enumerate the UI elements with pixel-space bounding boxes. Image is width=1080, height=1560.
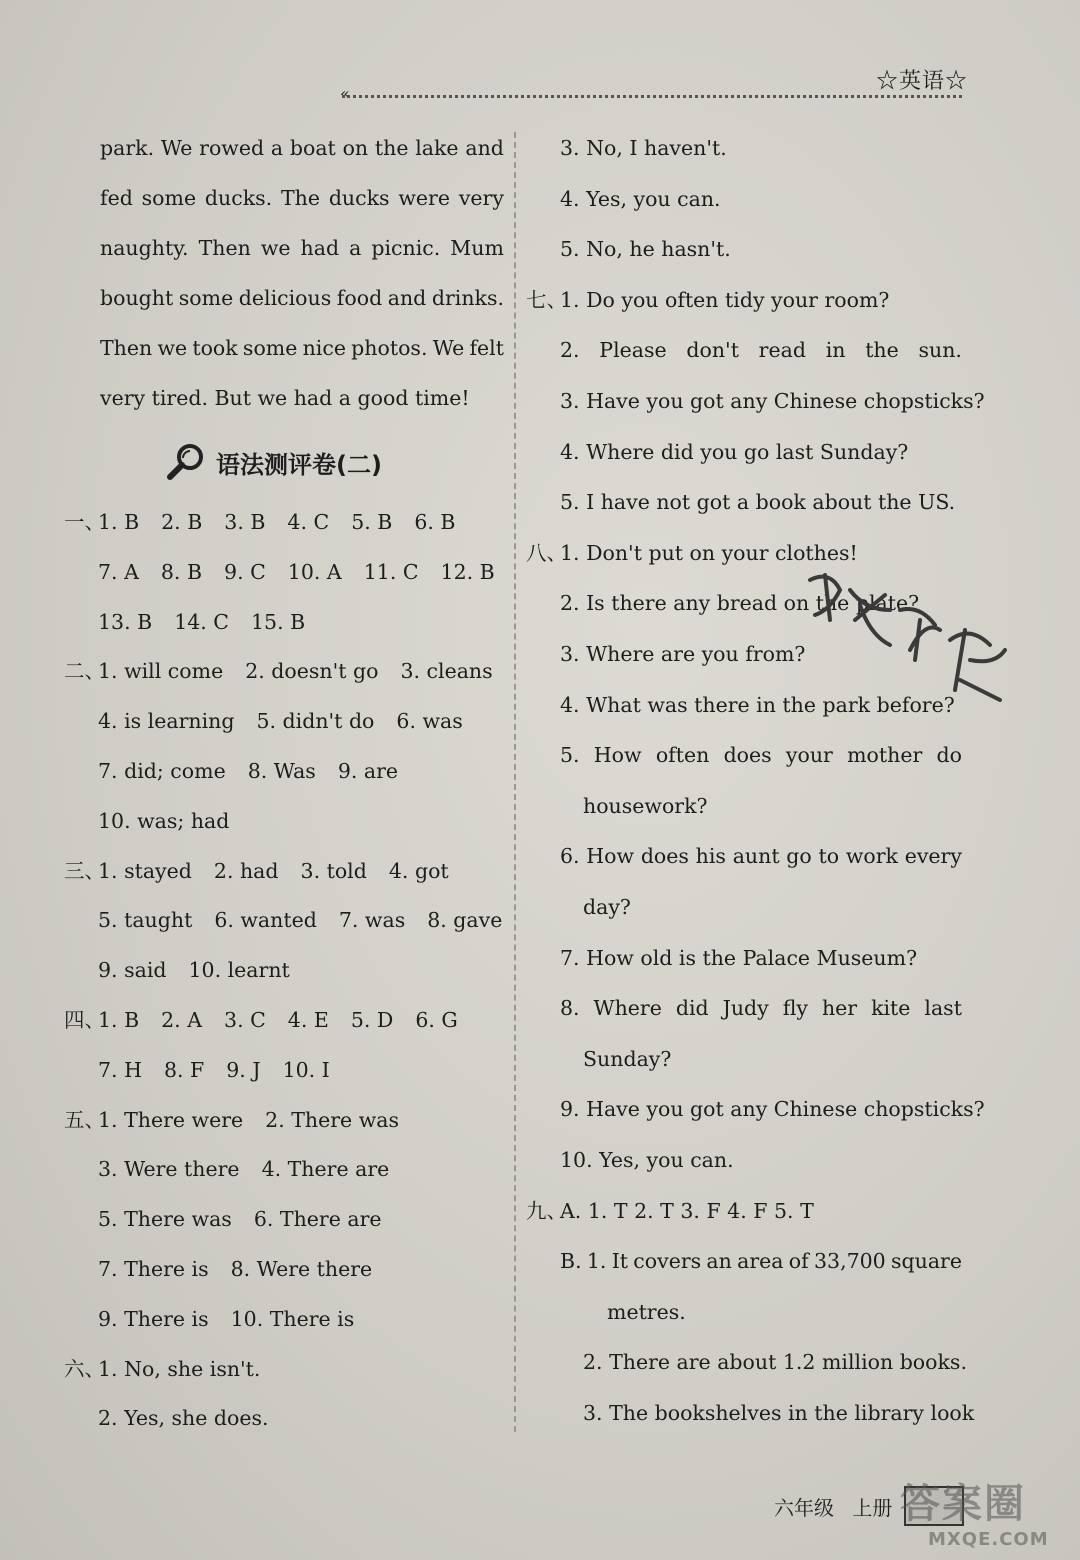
answer-line: 7. How old is the Palace Museum?: [560, 945, 918, 970]
answer-line: 5. How often does your mother do: [560, 743, 962, 768]
answer-item: 3. cleans: [400, 659, 493, 684]
answer-item: 7. was: [338, 908, 406, 933]
answer-item: 1. B: [98, 1008, 140, 1032]
answer-item: 10. There is: [230, 1306, 355, 1331]
answer-item: 11. C: [363, 559, 419, 584]
column-divider: [514, 132, 516, 1432]
answer-item: 5. D: [350, 1008, 394, 1032]
answer-item: 5. There was: [98, 1207, 232, 1232]
footer: [774, 1492, 892, 1521]
answer-line: A. 1. T 2. T 3. F 4. F 5. T: [560, 1198, 814, 1223]
handwritten-stamp: [800, 560, 1020, 720]
answer-item: 9. There is: [98, 1306, 209, 1331]
answer-line: [98, 1306, 376, 1331]
watermark-logo: [900, 1472, 1049, 1550]
answer-item: 2. A: [161, 1008, 203, 1032]
answer-item: 5. didn't do: [256, 709, 375, 734]
answer-line: B. 1. It covers an area of 33,700 square: [560, 1249, 962, 1274]
answer-item: 10. A: [287, 559, 342, 584]
answer-line: 4. Yes, you can.: [560, 186, 721, 211]
section-marker: 八、: [526, 540, 567, 565]
answer-line: [98, 1057, 352, 1082]
header-dotted-rule: [342, 95, 962, 98]
magnifier-icon: [166, 442, 206, 482]
answer-line: Sunday?: [583, 1046, 672, 1071]
answer-item: 12. B: [440, 559, 495, 584]
answer-item: 4. got: [388, 858, 449, 883]
answer-line: 6. How does his aunt go to work every: [560, 844, 962, 869]
answer-item: 9. are: [337, 759, 399, 783]
answer-line: 3. No, I haven't.: [560, 136, 727, 160]
answer-item: 9. said: [98, 958, 167, 983]
answer-item: 10. learnt: [188, 958, 290, 983]
answer-item: 6. was: [396, 709, 463, 734]
watermark-top: 答案圈: [900, 1481, 1026, 1527]
section-marker: 六、: [64, 1356, 105, 1381]
answer-item: 1. B: [98, 510, 140, 534]
answer-line: [98, 661, 515, 682]
passage-line: park. We rowed a boat on the lake and: [100, 136, 504, 160]
answer-line: 3. Have you got any Chinese chopsticks?: [560, 389, 985, 413]
answer-line: [98, 1209, 404, 1230]
footer-term: 上册: [852, 1496, 893, 1520]
answer-item: 2. had: [213, 858, 279, 883]
section-title: [166, 442, 382, 482]
section-marker: 三、: [64, 858, 105, 883]
answer-item: 4. is learning: [98, 709, 235, 734]
answer-item: 8. F: [163, 1057, 205, 1082]
answer-item: 3. Were there: [98, 1157, 240, 1182]
section-marker: 一、: [64, 510, 105, 534]
answer-item: 9. J: [226, 1057, 261, 1082]
answer-item: 4. There are: [261, 1157, 390, 1182]
watermark-bottom: MXQE.COM: [928, 1529, 1049, 1550]
answer-item: 1. will come: [98, 659, 224, 684]
answer-line: 10. Yes, you can.: [560, 1148, 734, 1172]
answer-item: 2. B: [161, 510, 203, 534]
answer-item: 8. Was: [247, 759, 316, 783]
answer-item: 2. Yes, she does.: [98, 1406, 269, 1431]
answer-item: 10. was; had: [98, 808, 230, 833]
answer-line: 5. I have not got a book about the US.: [560, 490, 956, 515]
answer-line: 9. Have you got any Chinese chopsticks?: [560, 1097, 985, 1122]
answer-line: 2. Please don't read in the sun.: [560, 338, 962, 363]
answer-line: 2. Is there any bread on the plate?: [560, 591, 920, 616]
answer-item: 8. Were there: [230, 1257, 373, 1281]
answer-item: 4. E: [287, 1008, 329, 1032]
answer-line: [98, 1356, 282, 1381]
answer-line: [98, 1010, 480, 1031]
answer-item: 7. There is: [98, 1257, 209, 1281]
answer-line: 4. What was there in the park before?: [560, 692, 955, 717]
answer-line: [98, 512, 477, 533]
section-marker: 二、: [64, 659, 105, 684]
answer-item: 1. There were: [98, 1107, 244, 1132]
answer-item: 7. H: [98, 1057, 142, 1082]
answer-item: 1. No, she isn't.: [98, 1356, 261, 1381]
answer-line: 1. Don't put on your clothes!: [560, 540, 858, 565]
footer-grade: 六年级: [774, 1496, 834, 1520]
answer-item: 3. told: [300, 858, 367, 883]
answer-item: 6. B: [414, 510, 456, 534]
answer-line: [98, 1259, 394, 1280]
answer-item: 4. C: [287, 510, 330, 534]
section-title-text: 语法测评卷(二): [216, 450, 382, 479]
answer-line: 3. The bookshelves in the library look: [583, 1401, 975, 1425]
answer-line: 1. Do you often tidy your room?: [560, 287, 890, 312]
answer-item: 7. A: [98, 559, 139, 584]
answer-item: 15. B: [251, 609, 306, 634]
answer-item: 6. There are: [253, 1207, 382, 1232]
answer-line: 2. There are about 1.2 million books.: [583, 1350, 967, 1375]
answer-line: [98, 858, 471, 883]
answer-line: day?: [583, 895, 631, 919]
answer-item: 3. C: [224, 1008, 266, 1032]
answer-item: 5. taught: [98, 908, 193, 933]
passage-line: Then we took some nice photos. We felt: [100, 336, 504, 360]
answer-item: 8. B: [160, 559, 203, 584]
answer-line: [98, 711, 485, 732]
answer-line: [98, 761, 420, 782]
answer-item: 10. I: [282, 1057, 330, 1082]
answer-line: 8. Where did Judy fly her kite last: [560, 996, 962, 1021]
answer-line: [98, 1159, 411, 1180]
answer-line: [98, 910, 524, 931]
answer-item: 1. stayed: [98, 858, 192, 883]
answer-line: [98, 1408, 291, 1429]
section-marker: 五、: [64, 1107, 105, 1132]
subject-label: ☆英语☆: [875, 69, 968, 94]
section-marker: 九、: [526, 1198, 567, 1223]
answer-line: housework?: [583, 793, 708, 818]
answer-item: 6. wanted: [214, 908, 317, 933]
answer-item: 14. C: [174, 609, 229, 634]
passage-line: fed some ducks. The ducks were very: [100, 186, 504, 210]
answer-item: 8. gave: [427, 908, 503, 933]
section-marker: 七、: [526, 287, 567, 312]
answer-line: [98, 960, 312, 981]
answer-line: 3. Where are you from?: [560, 642, 806, 666]
answer-item: 6. G: [415, 1008, 458, 1032]
section-marker: 四、: [64, 1008, 105, 1032]
answer-line: metres.: [607, 1299, 686, 1324]
answer-item: 7. did; come: [98, 759, 226, 783]
answer-item: 13. B: [98, 609, 153, 634]
answer-item: 2. There was: [265, 1107, 399, 1132]
answer-item: 5. B: [351, 510, 393, 534]
answer-line: 5. No, he hasn't.: [560, 237, 731, 262]
answer-line: [98, 559, 517, 584]
passage-line: bought some delicious food and drinks.: [100, 286, 504, 310]
answer-line: [98, 1107, 421, 1132]
answer-line: [98, 609, 327, 634]
answer-line: [98, 808, 251, 833]
answer-item: 9. C: [224, 559, 266, 584]
header-arrows: «: [340, 84, 350, 103]
answer-line: 4. Where did you go last Sunday?: [560, 439, 909, 464]
answer-item: 3. B: [224, 510, 266, 534]
passage-line: naughty. Then we had a picnic. Mum: [100, 236, 504, 260]
passage-line: very tired. But we had a good time!: [100, 386, 470, 410]
answer-item: 2. doesn't go: [245, 659, 379, 684]
